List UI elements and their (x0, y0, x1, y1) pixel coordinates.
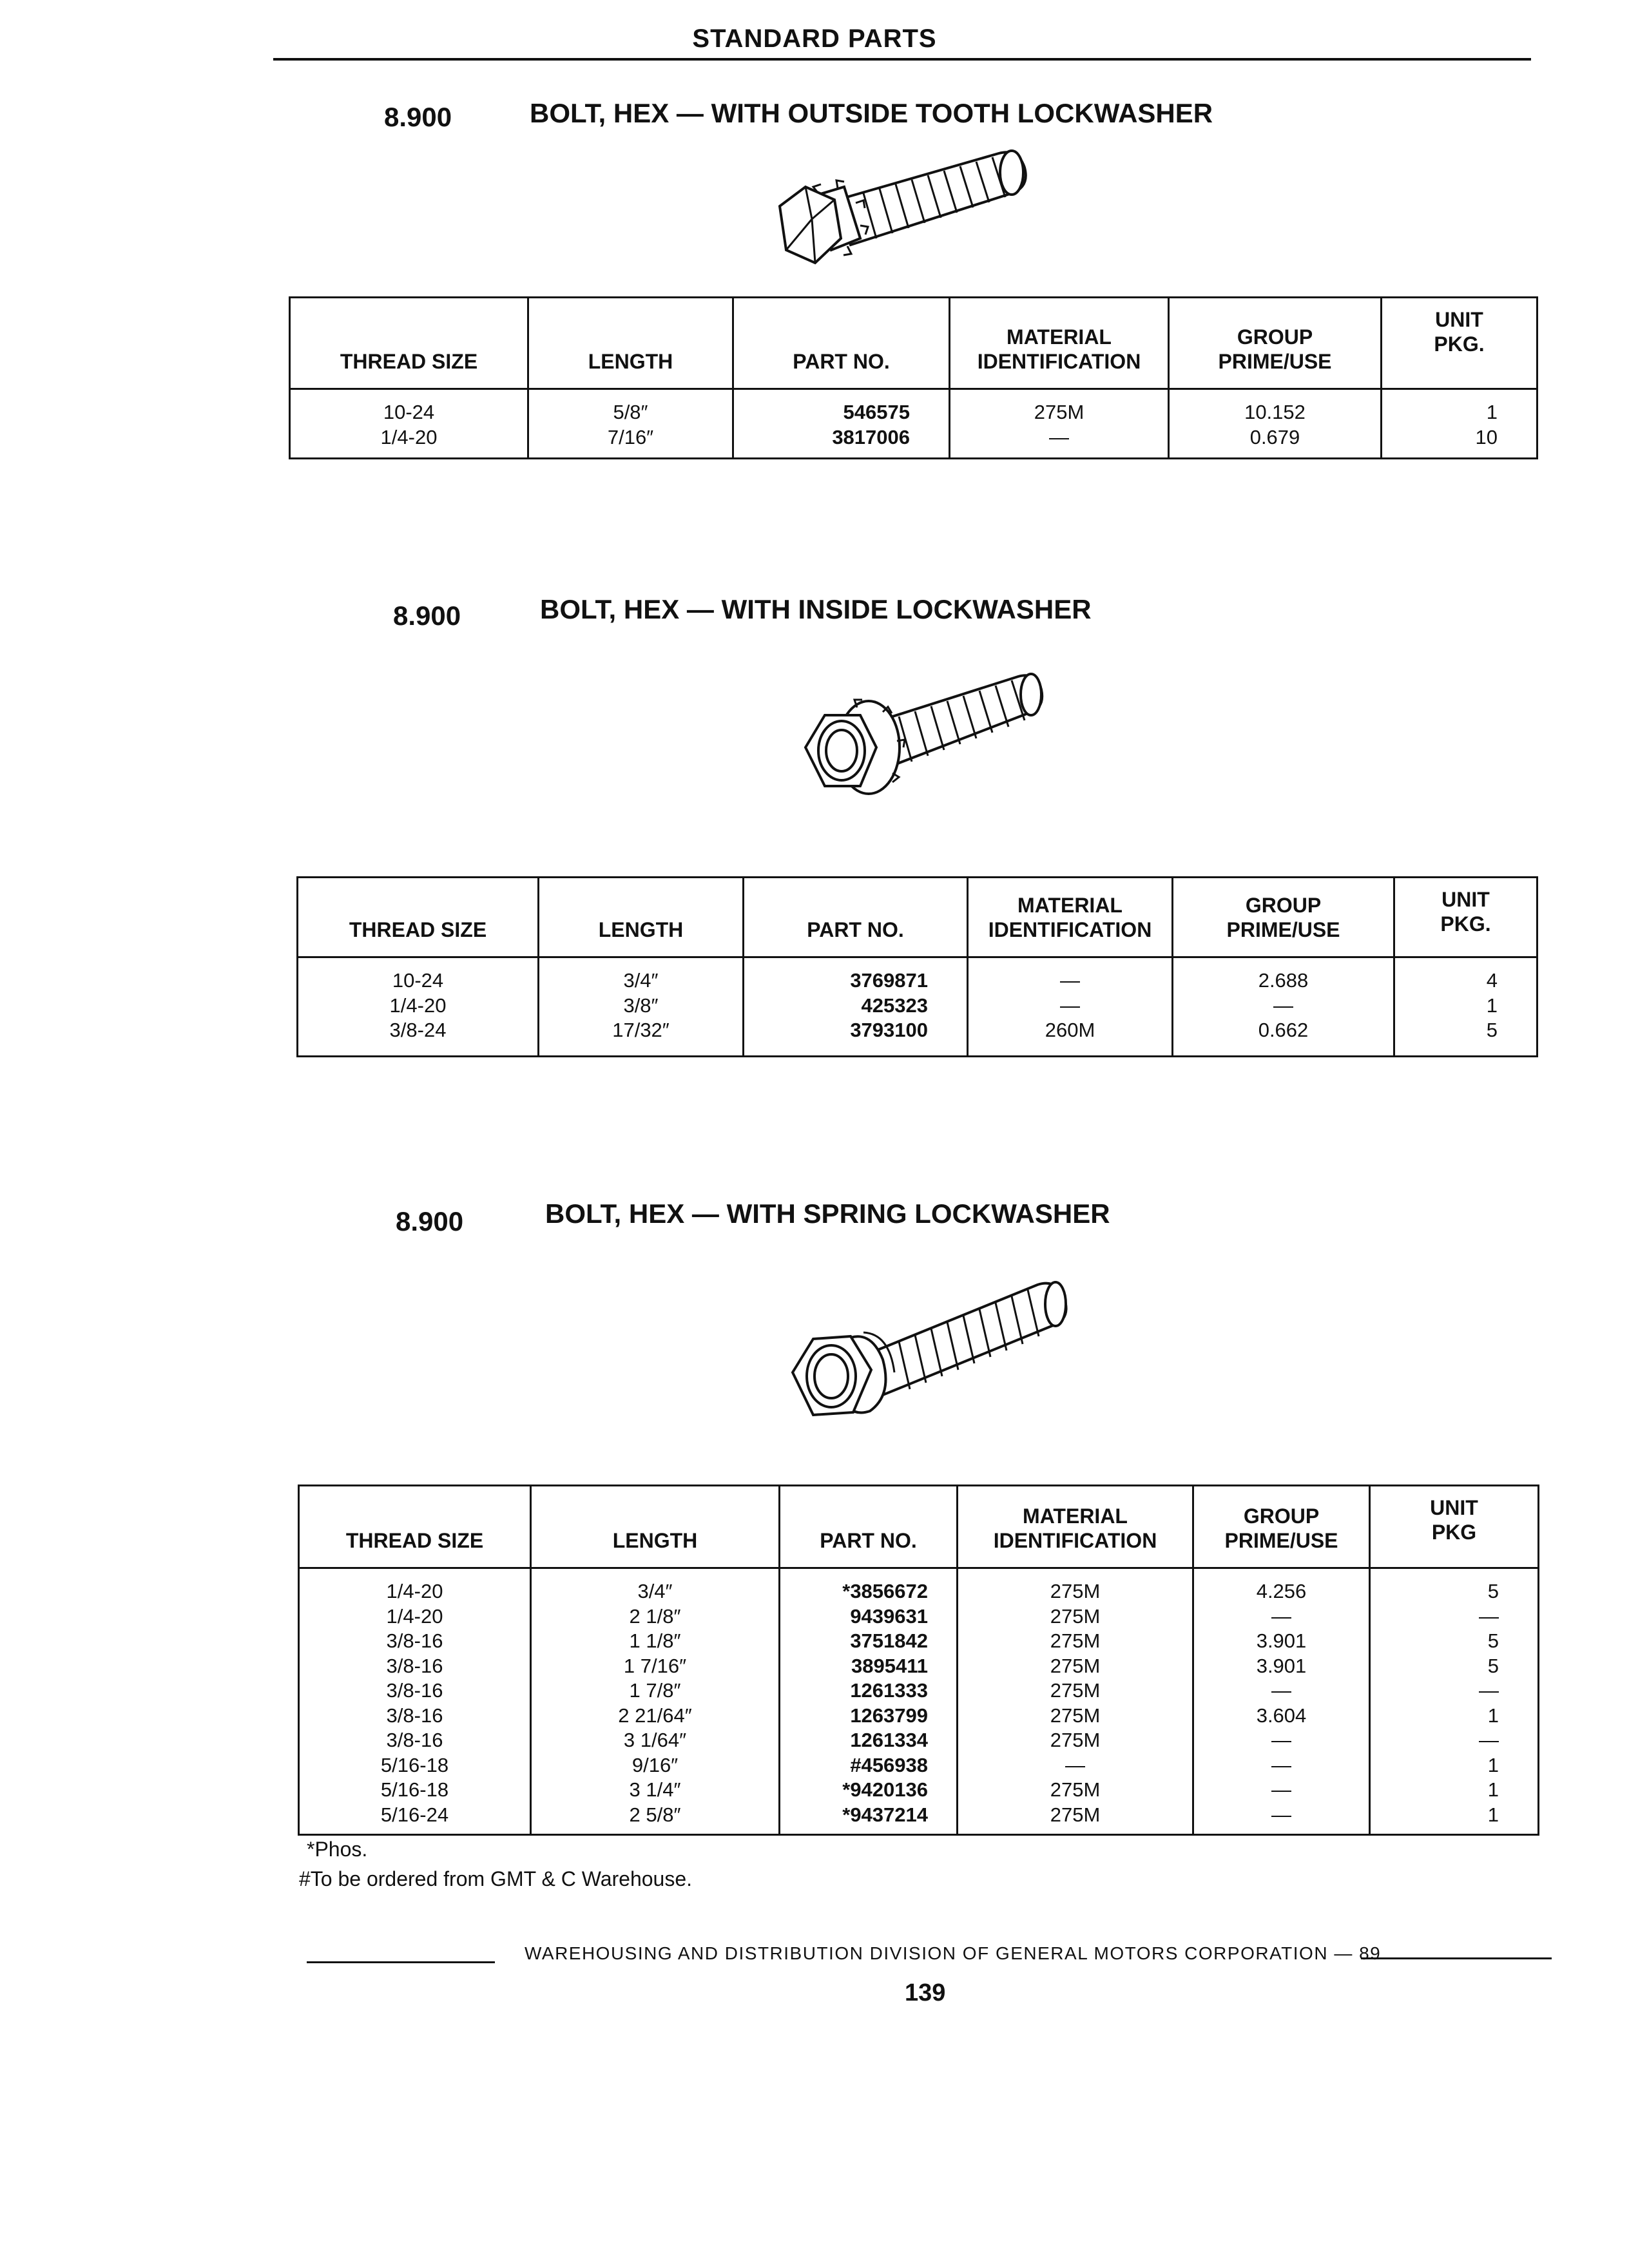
col-header-material: MATERIAL IDENTIFICATION (958, 1486, 1193, 1568)
group-values: 2.688 — 0.662 (1173, 957, 1394, 1057)
part-no-values: *3856672 9439631 3751842 3895411 1261333 1263799 1261334 #456938 *9420136 *9437214 (780, 1568, 958, 1835)
page-header: STANDARD PARTS (692, 24, 937, 53)
unit-pkg-values: 1 10 (1382, 389, 1537, 459)
hex-bolt-inside-lockwasher-icon (780, 651, 1050, 825)
col-header-part-no: PART NO. (744, 878, 968, 957)
section-2-title: BOLT, HEX — WITH INSIDE LOCKWASHER (540, 594, 1092, 624)
section-1-number: 8.900 (384, 102, 452, 132)
col-header-group: GROUP PRIME/USE (1193, 1486, 1370, 1568)
material-values: 275M 275M 275M 275M 275M 275M 275M — 275M 275M (958, 1568, 1193, 1835)
material-values: — — 260M (968, 957, 1173, 1057)
thread-size-values: 1/4-20 1/4-20 3/8-16 3/8-16 3/8-16 3/8-16 3/8-16 5/16-18 5/16-18 5/16-24 (299, 1568, 531, 1835)
section-2-number: 8.900 (393, 601, 461, 631)
group-values: 4.256 — 3.901 3.901 — 3.604 — — — — (1193, 1568, 1370, 1835)
col-header-length: LENGTH (539, 878, 744, 957)
hex-bolt-spring-lockwasher-icon (767, 1263, 1076, 1450)
col-header-unit-pkg: UNIT PKG (1370, 1486, 1539, 1568)
col-header-thread-size: THREAD SIZE (299, 1486, 531, 1568)
col-header-length: LENGTH (531, 1486, 780, 1568)
unit-pkg-values: 5 — 5 5 — 1 — 1 1 1 (1370, 1568, 1539, 1835)
footer-rule-right (1361, 1957, 1552, 1959)
footnote-warehouse: #To be ordered from GMT & C Warehouse. (299, 1867, 693, 1890)
unit-pkg-values: 4 1 5 (1394, 957, 1537, 1057)
section-3-title: BOLT, HEX — WITH SPRING LOCKWASHER (545, 1198, 1110, 1229)
material-values: 275M — (950, 389, 1169, 459)
col-header-material: MATERIAL IDENTIFICATION (950, 298, 1169, 389)
col-header-material: MATERIAL IDENTIFICATION (968, 878, 1173, 957)
part-no-values: 3769871 425323 3793100 (744, 957, 968, 1057)
section-1-parts-table (289, 296, 1538, 459)
footer-rule-left (307, 1961, 495, 1963)
footer-text: WAREHOUSING AND DISTRIBUTION DIVISION OF GENERAL MOTORS CORPORATION — 89 (525, 1943, 1382, 1963)
col-header-length: LENGTH (528, 298, 733, 389)
length-values: 3/4″ 3/8″ 17/32″ (539, 957, 744, 1057)
length-values: 5/8″ 7/16″ (528, 389, 733, 459)
col-header-unit-pkg: UNIT PKG. (1394, 878, 1537, 957)
page-number: 139 (905, 1979, 946, 2006)
part-no-values: 546575 3817006 (733, 389, 950, 459)
group-values: 10.152 0.679 (1169, 389, 1382, 459)
thread-size-values: 10-24 1/4-20 (290, 389, 528, 459)
hex-bolt-outside-tooth-lockwasher-icon (741, 135, 1044, 290)
section-1-title: BOLT, HEX — WITH OUTSIDE TOOTH LOCKWASHER (530, 98, 1213, 128)
footnote-phos: *Phos. (307, 1838, 368, 1861)
header-rule (273, 58, 1531, 61)
col-header-thread-size: THREAD SIZE (298, 878, 539, 957)
col-header-group: GROUP PRIME/USE (1169, 298, 1382, 389)
length-values: 3/4″ 2 1/8″ 1 1/8″ 1 7/16″ 1 7/8″ 2 21/64″ 3 1/64″ 9/16″ 3 1/4″ 2 5/8″ (531, 1568, 780, 1835)
col-header-part-no: PART NO. (780, 1486, 958, 1568)
col-header-part-no: PART NO. (733, 298, 950, 389)
col-header-group: GROUP PRIME/USE (1173, 878, 1394, 957)
section-3-number: 8.900 (396, 1206, 464, 1236)
thread-size-values: 10-24 1/4-20 3/8-24 (298, 957, 539, 1057)
col-header-unit-pkg: UNIT PKG. (1382, 298, 1537, 389)
section-3-parts-table (298, 1485, 1539, 1836)
col-header-thread-size: THREAD SIZE (290, 298, 528, 389)
section-2-parts-table (296, 876, 1538, 1057)
